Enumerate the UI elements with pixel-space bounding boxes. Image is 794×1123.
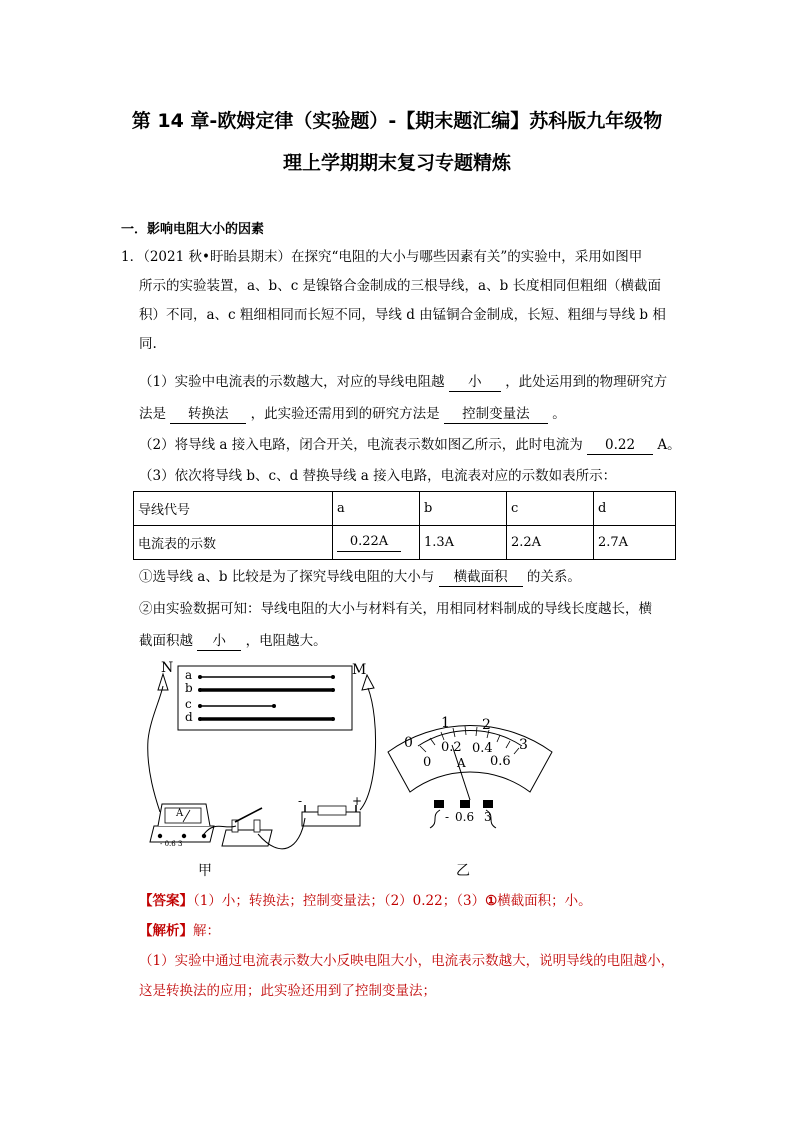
answer-text: （1）小；转换法；控制变量法；（2）0.22；（3） bbox=[193, 893, 486, 909]
answer-line bbox=[139, 888, 592, 914]
answer-text-2: 横截面积；小。 bbox=[497, 893, 592, 909]
lead-wire-m bbox=[360, 688, 376, 810]
question-stem-3: 积）不同，a、c 粗细相同而长短不同，导线 d 由锰铜合金制成，长短、粗细与导线 b 相 bbox=[139, 307, 666, 323]
sub-question-2-text-b: 截面积越 bbox=[139, 633, 193, 649]
analysis-line-2: 这是转换法的应用；此实验还用到了控制变量法； bbox=[139, 983, 436, 999]
table-cell: 1.3A bbox=[420, 526, 507, 560]
terminal-dot bbox=[198, 704, 202, 708]
table-cell: 导线代号 bbox=[134, 492, 333, 526]
analysis-jie: 解： bbox=[193, 923, 220, 939]
sub-question-1-text-b: 的关系。 bbox=[526, 569, 581, 585]
dial-unit: A bbox=[457, 756, 466, 770]
analysis-label: 【解析】 bbox=[139, 923, 193, 939]
table-cell: 2.2A bbox=[507, 526, 594, 560]
label-n: N bbox=[161, 660, 174, 676]
terminal-label-3: 3 bbox=[484, 810, 492, 824]
answer-label: 【答案】 bbox=[139, 893, 193, 909]
section-heading: 一．影响电阻大小的因素 bbox=[121, 222, 265, 237]
dial-bottom-tick-3: 0.6 bbox=[490, 754, 511, 769]
sub-question-2-line-1: ②由实验数据可知：导线电阻的大小与材料有关，用相同材料制成的导线长度越长，横 bbox=[139, 601, 652, 617]
wire-label-d: d bbox=[185, 710, 193, 724]
power-source-icon bbox=[302, 805, 360, 826]
terminal-dot bbox=[198, 717, 202, 721]
table-cell: a bbox=[333, 492, 420, 526]
table-cell: 电流表的示数 bbox=[134, 526, 333, 560]
wire-label-b: b bbox=[185, 681, 193, 695]
question-stem-4: 同. bbox=[139, 336, 157, 352]
table-cell: 2.7A bbox=[594, 526, 676, 560]
terminal-dot bbox=[331, 675, 335, 679]
terminal-dot bbox=[272, 704, 276, 708]
terminal-label-06: 0.6 bbox=[455, 810, 475, 824]
answer-blank-table: 0.22A bbox=[337, 533, 401, 552]
table-cell: d bbox=[594, 492, 676, 526]
lead-wire-n bbox=[148, 686, 163, 812]
dial-top-tick-1: 1 bbox=[441, 715, 450, 731]
part-1-text-e: 。 bbox=[552, 406, 566, 422]
part-2-text-b: A。 bbox=[657, 437, 681, 453]
answer-blank-method-2: 控制变量法 bbox=[444, 405, 548, 424]
part-1-text-c: 法是 bbox=[139, 406, 166, 422]
part-1-text-b: ，此处运用到的物理研究方 bbox=[505, 374, 668, 390]
part-2-text-a: （2）将导线 a 接入电路，闭合开关，电流表示数如图乙所示，此时电流为 bbox=[139, 437, 583, 453]
dial-top-tick-2: 2 bbox=[482, 717, 491, 733]
table-cell: c bbox=[507, 492, 594, 526]
source-minus-label: - bbox=[298, 794, 303, 808]
answer-circle: ① bbox=[485, 893, 498, 909]
caption-yi: 乙 bbox=[456, 863, 470, 879]
dial-bottom-tick-2: 0.4 bbox=[472, 741, 493, 756]
analysis-line-1: （1）实验中通过电流表示数大小反映电阻大小，电流表示数越大，说明导线的电阻越小， bbox=[139, 953, 675, 969]
wire-label-a: a bbox=[185, 668, 193, 682]
terminal-dot bbox=[331, 717, 335, 721]
answer-blank-method-1: 转换法 bbox=[170, 405, 246, 424]
answer-blank-smaller: 小 bbox=[197, 632, 241, 651]
part-3-line: （3）依次将导线 b、c、d 替换导线 a 接入电路，电流表对应的示数如表所示： bbox=[139, 468, 617, 484]
answer-blank-resistance: 小 bbox=[449, 373, 501, 392]
answer-blank-area: 横截面积 bbox=[439, 568, 523, 587]
caption-jia: 甲 bbox=[198, 863, 212, 879]
terminal-dot bbox=[331, 688, 335, 692]
analysis-heading bbox=[139, 918, 674, 944]
ammeter-face-label: A bbox=[176, 808, 184, 819]
answer-blank-current: 0.22 bbox=[587, 436, 653, 455]
label-m: M bbox=[352, 662, 367, 678]
part-1-text-d: ，此实验还需用到的研究方法是 bbox=[250, 406, 440, 422]
analysis-block bbox=[139, 918, 674, 1004]
title-line-2: 理上学期期末复习专题精炼 bbox=[282, 152, 511, 174]
dial-bottom-tick-0: 0 bbox=[423, 755, 432, 770]
dial-bottom-tick-1: 0.2 bbox=[441, 740, 462, 755]
ammeter-base-label: - 0.6 3 bbox=[160, 840, 183, 848]
sub-question-1-text-a: ①选导线 a、b 比较是为了探究导线电阻的大小与 bbox=[139, 569, 435, 585]
source-plus-label: + bbox=[352, 794, 363, 808]
dial-top-tick-0: 0 bbox=[404, 735, 413, 751]
terminal-label-minus: - bbox=[445, 810, 450, 824]
wire-label-c: c bbox=[185, 697, 192, 711]
title-line-1: 第 14 章-欧姆定律（实验题）-【期末题汇编】苏科版九年级物 bbox=[131, 110, 663, 132]
dial-top-tick-3: 3 bbox=[519, 737, 528, 753]
question-stem-1: 1．（2021 秋•盱眙县期末）在探究“电阻的大小与哪些因素有关”的实验中，采用如图甲 bbox=[121, 249, 643, 265]
sub-question-2-text-c: ，电阻越大。 bbox=[245, 633, 327, 649]
table-cell: b bbox=[420, 492, 507, 526]
part-1-text-a: （1）实验中电流表的示数越大，对应的导线电阻越 bbox=[139, 374, 445, 390]
terminal-dot bbox=[198, 688, 202, 692]
terminal-dot bbox=[198, 675, 202, 679]
question-stem-2: 所示的实验装置，a、b、c 是镍铬合金制成的三根导线，a、b 长度相同但粗细（横截面 bbox=[139, 278, 662, 294]
